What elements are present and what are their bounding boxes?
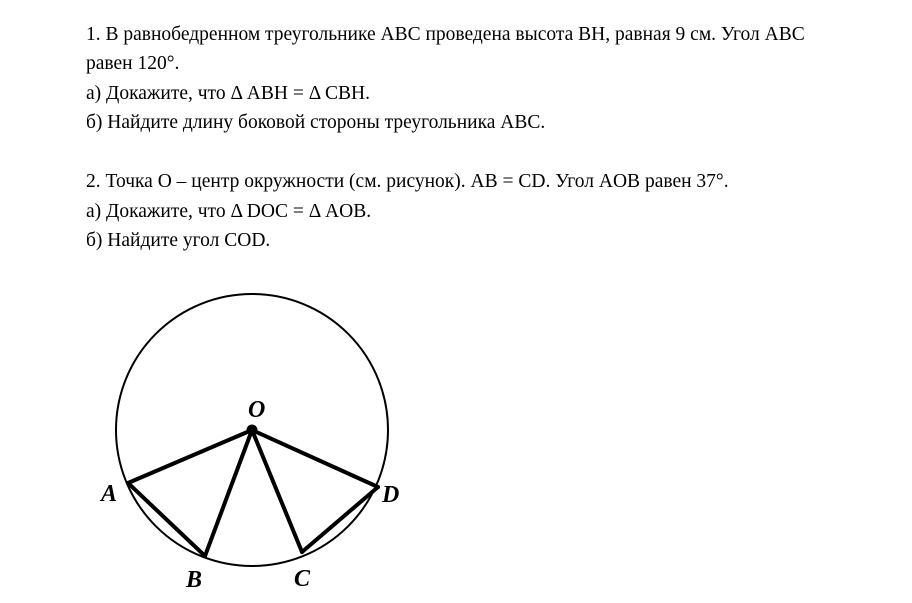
problem-1-statement-line-2: равен 120°. — [86, 53, 180, 74]
label-D: D — [382, 482, 400, 508]
center-point-O — [247, 425, 258, 436]
label-B: B — [186, 567, 203, 593]
radii-and-chords — [128, 430, 378, 556]
problem-2-statement: 2. Точка O – центр окружности (см. рисунок). AB = CD. Угол AOB равен 37°. — [86, 171, 729, 192]
chord-AB — [128, 483, 205, 556]
problem-2-part-b: б) Найдите угол COD. — [86, 230, 271, 251]
chord-CD — [302, 487, 378, 552]
label-C: C — [294, 566, 311, 592]
problem-1-part-a: а) Докажите, что Δ ABH = Δ CBH. — [86, 83, 371, 104]
problem-2-part-a: а) Докажите, что Δ DOC = Δ AOB. — [86, 201, 372, 222]
label-O: O — [248, 397, 266, 423]
label-A: A — [101, 481, 118, 507]
problem-1-statement-line-1: 1. В равнобедренном треугольнике ABC проведена высота BH, равная 9 см. Угол ABC — [86, 24, 805, 45]
problem-1-part-b: б) Найдите длину боковой стороны треугольника ABC. — [86, 112, 546, 133]
